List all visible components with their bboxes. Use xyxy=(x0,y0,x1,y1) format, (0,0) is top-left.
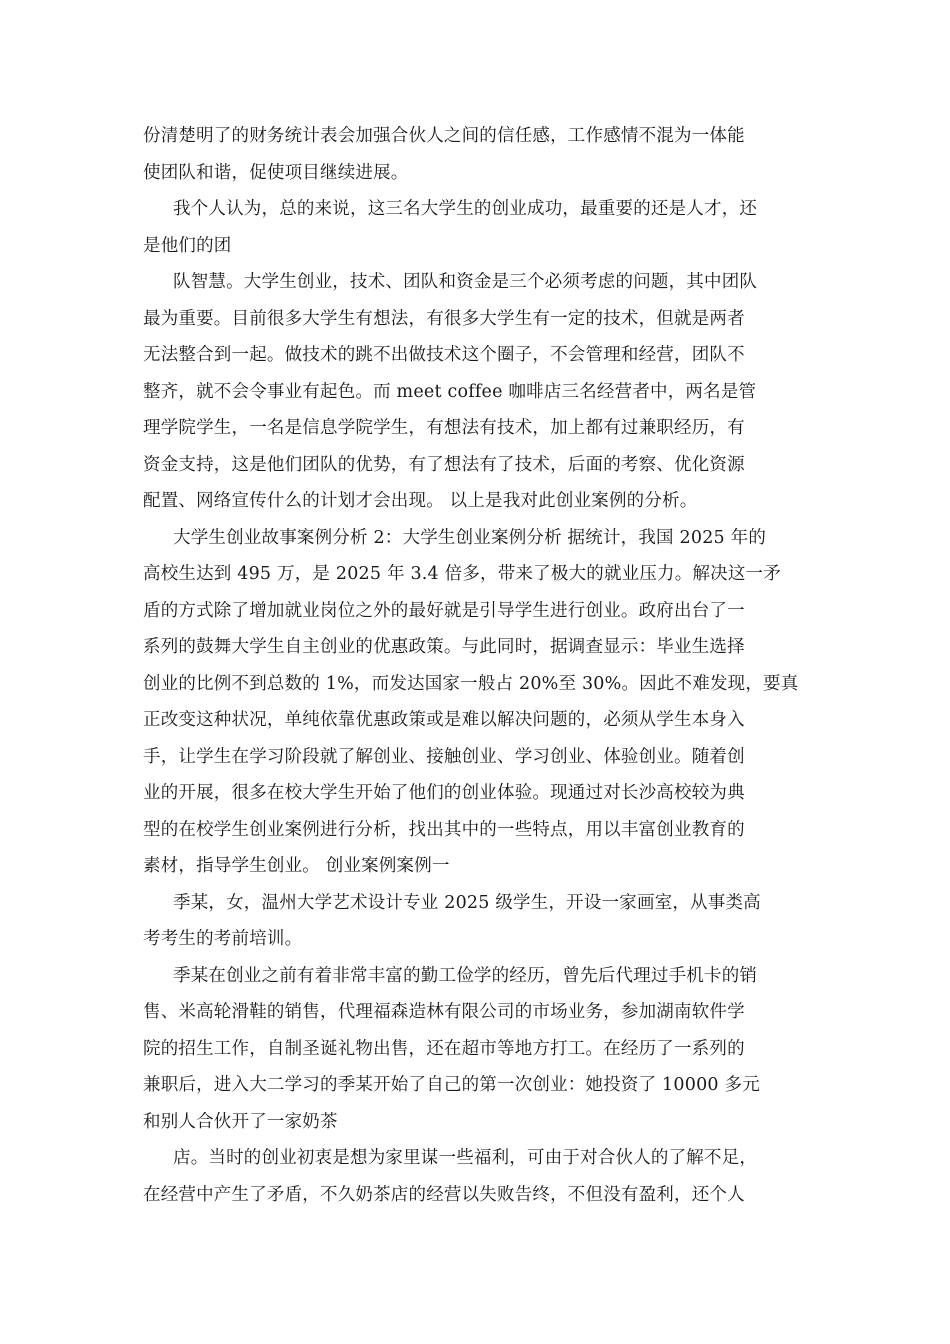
text-line: 资金支持，这是他们团队的优势，有了想法有了技术，后面的考察、优化资源 xyxy=(143,454,745,475)
paragraph-4 xyxy=(143,520,808,885)
text-line: 考考生的考前培训。 xyxy=(143,929,303,949)
paragraph-7 xyxy=(143,1140,808,1213)
text-line: 业的开展，很多在校大学生开始了他们的创业体验。现通过对长沙高校较为典 xyxy=(143,783,745,803)
text-line: 正改变这种状况，单纯依靠优惠政策或是难以解决问题的，必须从学生本身入 xyxy=(143,710,745,730)
text-line: 季某在创业之前有着非常丰富的勤工俭学的经历，曾先后代理过手机卡的销 xyxy=(173,965,758,986)
text-line: 兼职后，进入大二学习的季某开始了自己的第一次创业：她投资了 10000 多元 xyxy=(143,1075,760,1095)
text-line: 手，让学生在学习阶段就了解创业、接触创业、学习创业、体验创业。随着创 xyxy=(143,746,745,767)
text-line: 院的招生工作，自制圣诞礼物出售，还在超市等地方打工。在经历了一系列的 xyxy=(143,1038,745,1059)
text-line: 整齐，就不会令事业有起色。而 meet coffee 咖啡店三名经营者中，两名是管 xyxy=(143,381,757,402)
text-line: 创业的比例不到总数的 1%，而发达国家一般占 20%至 30%。因此不难发现，要真 xyxy=(143,673,799,694)
text-line: 售、米高轮滑鞋的销售，代理福森造林有限公司的市场业务，参加湖南软件学 xyxy=(143,1002,745,1022)
text-line: 在经营中产生了矛盾，不久奶茶店的经营以失败告终，不但没有盈利，还个人 xyxy=(143,1184,745,1205)
document-body xyxy=(143,118,808,1213)
paragraph-3 xyxy=(143,264,808,520)
text-line: 份清楚明了的财务统计表会加强合伙人之间的信任感，工作感情不混为一体能 xyxy=(143,126,745,146)
text-line: 盾的方式除了增加就业岗位之外的最好就是引导学生进行创业。政府出台了一 xyxy=(143,600,745,621)
text-line: 和别人合伙开了一家奶茶 xyxy=(143,1111,338,1132)
text-line: 素材，指导学生创业。 创业案例案例一 xyxy=(143,856,450,876)
text-line: 配置、网络宣传什么的计划才会出现。 以上是我对此创业案例的分析。 xyxy=(143,491,698,511)
text-line: 队智慧。大学生创业，技术、团队和资金是三个必须考虑的问题，其中团队 xyxy=(173,272,758,292)
paragraph-5 xyxy=(143,885,808,958)
text-line: 季某，女，温州大学艺术设计专业 2025 级学生，开设一家画室，从事类高 xyxy=(173,892,761,913)
text-line: 系列的鼓舞大学生自主创业的优惠政策。与此同时，据调查显示：毕业生选择 xyxy=(143,637,745,657)
text-line: 大学生创业故事案例分析 2：大学生创业案例分析 据统计，我国 2025 年的 xyxy=(173,527,767,548)
paragraph-6 xyxy=(143,958,808,1141)
text-line: 我个人认为，总的来说，这三名大学生的创业成功，最重要的还是人才，还 xyxy=(173,199,758,219)
paragraph-1 xyxy=(143,118,808,191)
text-line: 使团队和谐，促使项目继续进展。 xyxy=(143,162,409,183)
paragraph-2 xyxy=(143,191,808,264)
text-line: 型的在校学生创业案例进行分析，找出其中的一些特点，用以丰富创业教育的 xyxy=(143,819,745,840)
text-line: 高校生达到 495 万，是 2025 年 3.4 倍多，带来了极大的就业压力。解决这一矛 xyxy=(143,564,781,584)
text-line: 是他们的团 xyxy=(143,235,232,256)
text-line: 无法整合到一起。做技术的跳不出做技术这个圈子，不会管理和经营，团队不 xyxy=(143,345,745,365)
text-line: 店。当时的创业初衷是想为家里谋一些福利，可由于对合伙人的了解不足， xyxy=(173,1148,758,1168)
text-line: 最为重要。目前很多大学生有想法，有很多大学生有一定的技术，但就是两者 xyxy=(143,308,745,329)
text-line: 理学院学生，一名是信息学院学生，有想法有技术，加上都有过兼职经历，有 xyxy=(143,418,745,438)
